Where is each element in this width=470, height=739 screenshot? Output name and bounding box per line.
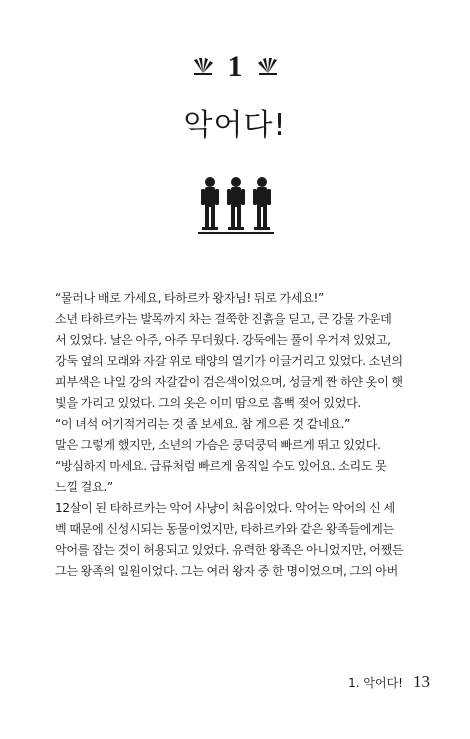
- running-title: 1. 악어다!: [348, 676, 403, 690]
- text-line: 피부색은 나일 강의 자갈같이 검은색이었으며, 성글게 짠 하얀 옷이 햇: [55, 375, 403, 389]
- text-line: 벡 때문에 신성시되는 동물이었지만, 타하르카와 같은 왕족들에게는: [55, 522, 394, 536]
- chapter-title: 악어다!: [183, 108, 287, 143]
- text-line: “방심하지 마세요. 급류처럼 빠르게 움직일 수도 있어요. 소리도 못: [55, 459, 387, 473]
- chapter-number-heading: [0, 52, 470, 82]
- text-line: 느낄 걸요.”: [55, 480, 113, 494]
- text-line: “이 녀석 어기적거리는 것 좀 보세요. 참 게으른 것 같네요.”: [55, 417, 351, 431]
- text-line: “물러나 배로 가세요, 타하르카 왕자님! 뒤로 가세요!”: [55, 291, 324, 305]
- page-number: 13: [413, 672, 430, 691]
- chapter-number: 1: [227, 50, 243, 83]
- text-line: 강둑 옆의 모래와 자갈 위로 태양의 열기가 이글거리고 있었다. 소년의: [55, 354, 403, 368]
- text-line: 소년 타하르카는 발목까지 차는 걸쭉한 진흙을 딛고, 큰 강물 가운데: [55, 312, 392, 326]
- text-line: 빛을 가리고 있었다. 그의 옷은 이미 땀으로 흠뻑 젖어 있었다.: [55, 396, 361, 410]
- fan-ornament-icon: [192, 58, 214, 76]
- story-text: [55, 288, 425, 582]
- text-line: 서 있었다. 날은 아주, 아주 무더웠다. 강둑에는 풀이 우거져 있었고,: [55, 333, 391, 347]
- text-line: 12살이 된 타하르카는 악어 사냥이 처음이었다. 악어는 악어의 신 세: [55, 501, 395, 515]
- text-line: 말은 그렇게 했지만, 소년의 가슴은 쿵덕쿵덕 빠르게 뛰고 있었다.: [55, 438, 381, 452]
- fan-ornament-icon: [257, 58, 279, 76]
- text-line: 그는 왕족의 일원이었다. 그는 여러 왕자 중 한 명이었으며, 그의 아버: [55, 564, 398, 578]
- page-footer: [348, 672, 430, 692]
- text-line: 악어를 잡는 것이 허용되고 있었다. 유력한 왕족은 아니었지만, 어쨌든: [55, 543, 404, 557]
- three-figures-illustration-icon: [198, 176, 274, 236]
